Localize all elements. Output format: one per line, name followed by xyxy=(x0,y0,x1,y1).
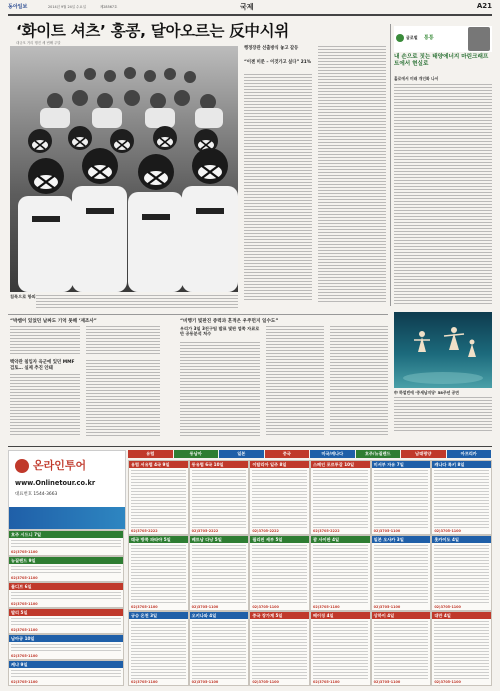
ad-listing-phone: 02)3705-1100 xyxy=(191,679,219,684)
ad-listing-body xyxy=(374,621,429,679)
ad-listing[interactable] xyxy=(249,535,310,610)
ad-listing-title: 태국 방콕 파타야 5일 xyxy=(129,536,188,543)
ad-listing-phone: 02)3705-1100 xyxy=(191,604,219,609)
ad-listing[interactable] xyxy=(8,634,124,660)
ad-listing-title: 몰디브 6일 xyxy=(9,583,123,590)
page-number: A21 xyxy=(476,2,492,10)
ad-listing-phone: 02)3705-1100 xyxy=(434,604,461,609)
ad-listing[interactable] xyxy=(8,608,124,634)
ad-listing-body xyxy=(11,618,121,627)
ad-listing[interactable] xyxy=(8,556,124,582)
ad-listing-body xyxy=(192,621,247,679)
third-headline: “비행기 빛판진 증력과 흔적은 우주먼지 일수도” xyxy=(180,319,279,324)
ad-listing[interactable] xyxy=(249,460,310,535)
ad-listing-phone: 02)3705-1100 xyxy=(11,654,38,658)
travel-brand-strip xyxy=(9,507,125,529)
ad-listing[interactable] xyxy=(431,460,492,535)
second-body-a xyxy=(10,326,80,356)
ad-listing-title: 홋카이도 4일 xyxy=(432,536,491,543)
travel-brand-name: 온라인투어 xyxy=(33,459,87,472)
dance-photo xyxy=(394,312,492,388)
section-name: 국제 xyxy=(240,3,254,11)
main-col2 xyxy=(244,46,312,304)
ad-listing-phone: 02)3705-1100 xyxy=(252,604,279,609)
ad-listing-title: 동유럽 6국 10일 xyxy=(190,461,249,468)
third-body-c xyxy=(330,326,388,436)
column-label: 통통 xyxy=(424,35,434,41)
ad-listing-title: 호주 시드니 7일 xyxy=(9,531,123,538)
column-divider xyxy=(390,24,391,306)
ad-listing-body xyxy=(252,470,307,528)
main-bottom-rule xyxy=(8,314,388,315)
ad-listing[interactable] xyxy=(128,460,189,535)
ads-category-tab[interactable]: 중국 xyxy=(265,450,310,458)
ad-listing[interactable] xyxy=(189,611,250,686)
ad-listing-body xyxy=(313,470,368,528)
ad-listing-body xyxy=(11,670,121,679)
ads-rule xyxy=(8,446,492,447)
dance-photo-caption xyxy=(394,390,492,436)
ad-listing[interactable] xyxy=(431,535,492,610)
ad-listing-body xyxy=(252,545,307,603)
ad-listing[interactable] xyxy=(189,535,250,610)
ad-listing-phone: 02)3705-1100 xyxy=(252,679,279,684)
ad-listing-title: 뉴질랜드 9일 xyxy=(9,557,123,564)
ad-listing-title: 상하이 4일 xyxy=(372,612,431,619)
col2-subtitle: “이젠 미룬 – 이것가고 싶다” 21% xyxy=(244,60,312,65)
third-body-a xyxy=(180,342,260,436)
ad-listing-phone: 02)3705-1100 xyxy=(373,604,401,609)
ads-category-tab[interactable]: 아프리카 xyxy=(447,450,492,458)
ad-listing-title: 케냐 9일 xyxy=(9,661,123,668)
ad-listing-body xyxy=(131,470,186,528)
col2-body xyxy=(244,74,312,302)
ads-category-tab[interactable]: 일본 xyxy=(219,450,264,458)
ad-listing-body xyxy=(434,470,489,528)
ad-listing-phone: 02)3705-1100 xyxy=(373,679,401,684)
ad-listing-body xyxy=(313,545,368,603)
crowd-illustration xyxy=(10,46,238,292)
ad-listing-phone: 02)3705-2222 xyxy=(313,529,340,534)
paper-name: 동아일보 xyxy=(8,4,28,10)
ad-listing-phone: 02)3705-1100 xyxy=(313,679,340,684)
ad-listing-phone: 02)3705-1100 xyxy=(11,680,38,684)
col2-title: 행정장관 선출방식 놓고 갈등 xyxy=(244,46,299,51)
travel-logo-icon xyxy=(15,459,29,473)
ad-listing[interactable] xyxy=(371,460,432,535)
ad-listing-title: 괌 사이판 4일 xyxy=(311,536,370,543)
photo-caption-title: 침묵으로 항의 xyxy=(10,294,36,299)
second-body-d xyxy=(86,360,160,436)
travel-brand xyxy=(8,450,126,530)
main-headline: ‘화이트 셔츠’ 홍콩, 달아오르는 反中시위 xyxy=(16,22,289,40)
ads-left-column xyxy=(8,530,124,686)
ad-listing-body xyxy=(11,540,121,549)
global-column xyxy=(394,26,492,306)
ad-listing[interactable] xyxy=(371,535,432,610)
ad-listing-body xyxy=(434,621,489,679)
second-body-b xyxy=(86,326,160,356)
column-badge xyxy=(396,34,404,42)
ad-listing-title: 필리핀 세부 5일 xyxy=(250,536,309,543)
ad-listing-title: 베이징 4일 xyxy=(311,612,370,619)
ad-listing-body xyxy=(11,566,121,575)
ad-listing[interactable] xyxy=(128,535,189,610)
ad-listing-title: 중국 장가계 5일 xyxy=(250,612,309,619)
ad-listing-phone: 02)3705-1100 xyxy=(11,602,38,606)
ad-listing[interactable] xyxy=(128,611,189,686)
ad-listing[interactable] xyxy=(189,460,250,535)
ad-listing-body xyxy=(11,644,121,653)
photo-caption xyxy=(10,294,238,312)
dancers-illustration xyxy=(403,327,483,384)
ad-listing[interactable] xyxy=(249,611,310,686)
ad-listing-title: 일본 오사카 3일 xyxy=(372,536,431,543)
ads-category-tab[interactable]: 유럽 xyxy=(128,450,173,458)
ads-category-tab[interactable]: 호주/뉴질랜드 xyxy=(356,450,401,458)
column-body xyxy=(394,84,492,304)
column-tag: 글로벌 xyxy=(406,35,418,40)
dance-caption-body xyxy=(394,397,492,433)
issue-date: 2014년 9월 24일 수요일 xyxy=(48,5,86,9)
ad-listing[interactable] xyxy=(431,611,492,686)
ad-listing-phone: 02)3705-2222 xyxy=(131,529,158,534)
third-story xyxy=(180,318,388,438)
ad-listing-phone: 02)3705-1100 xyxy=(11,550,38,554)
ad-listing-title: 오키나와 4일 xyxy=(190,612,249,619)
third-subhead: 우리가 3일 3진구팀 발표 빛판 업쭉 자료로만 공동분석 처수 xyxy=(180,326,260,337)
columnist-portrait xyxy=(468,27,490,51)
ads-grid xyxy=(128,460,492,686)
ad-listing-title: 대만 4일 xyxy=(432,612,491,619)
ad-listing-body xyxy=(313,621,368,679)
ad-listing-title: 베트남 다낭 5일 xyxy=(190,536,249,543)
ad-listing-phone: 02)3705-1100 xyxy=(313,604,340,609)
ad-listing-title: 미서부 자유 7일 xyxy=(372,461,431,468)
second-story xyxy=(10,318,160,438)
ad-listing-phone: 02)3705-1100 xyxy=(131,604,158,609)
ad-listing[interactable] xyxy=(8,660,124,686)
travel-site[interactable]: www.Onlinetour.co.kr xyxy=(15,479,96,487)
ad-listing-body xyxy=(252,621,307,679)
third-body-b xyxy=(266,326,324,436)
second-headline: “박쌤이 있었던 날짜도 기억 못해 ‘재조사” xyxy=(10,319,97,324)
ad-listing-phone: 02)3705-1100 xyxy=(373,529,401,534)
ad-listing[interactable] xyxy=(310,460,371,535)
ad-listing-title: 캐나다 록키 8일 xyxy=(432,461,491,468)
ad-listing-phone: 02)3705-2222 xyxy=(191,529,219,534)
second-subhead: 백악관 침입자 육군에 있던 MMF 검토… 실제 추진 안돼 xyxy=(10,360,75,371)
ad-listing-title: 유럽 서유럽 4국 9일 xyxy=(129,461,188,468)
ad-listing-body xyxy=(11,592,121,601)
photo-caption-text xyxy=(36,295,238,309)
ad-listing-body xyxy=(192,470,247,528)
ad-listing-phone: 02)3705-1100 xyxy=(11,576,38,580)
ads-category-tab[interactable]: 동남아 xyxy=(174,450,219,458)
ad-listing-body xyxy=(131,621,186,679)
issue-number: 제28567호 xyxy=(100,5,118,9)
dance-caption-title: 中 하얼빈에 ‘중세남지당’ 58주년 공연 xyxy=(394,390,459,395)
ads-category-tab[interactable]: 남태평양 xyxy=(401,450,446,458)
ad-listing-title: 발리 5일 xyxy=(9,609,123,616)
ad-listing-phone: 02)3705-1100 xyxy=(11,628,38,632)
ads-category-banner xyxy=(128,450,492,458)
ad-listing[interactable] xyxy=(8,530,124,556)
ad-listing[interactable] xyxy=(310,535,371,610)
main-kicker: 대규모 거리 행진 세 번째 주말 xyxy=(16,41,61,45)
travel-phone: 대표번호 1544-3663 xyxy=(15,492,58,497)
ad-listing-title: 남아공 10일 xyxy=(9,635,123,642)
ad-listing-title: 이탈리아 일주 8일 xyxy=(250,461,309,468)
ad-listing[interactable] xyxy=(8,582,124,608)
column-subline: 홀로에서 미래 개인화 나서 xyxy=(394,76,439,81)
second-body-c xyxy=(10,374,80,436)
column-headline: 내 손으로 짓는 태양에너지 마린크래프트에서 현실로 xyxy=(394,54,489,67)
ads-category-tab[interactable]: 미국/캐나다 xyxy=(310,450,355,458)
masthead-rule xyxy=(8,14,492,16)
ad-listing-phone: 02)3705-1100 xyxy=(131,679,158,684)
ad-listing-body xyxy=(374,545,429,603)
column-photo xyxy=(394,26,492,52)
ad-listing-title: 규슈 온천 3일 xyxy=(129,612,188,619)
ad-listing-phone: 02)3705-1100 xyxy=(434,529,461,534)
ad-listing-body xyxy=(374,470,429,528)
masthead xyxy=(8,3,492,13)
ad-listing-body xyxy=(434,545,489,603)
ad-listing-phone: 02)3705-1100 xyxy=(434,679,461,684)
ad-listing-title: 스페인 포르투갈 10일 xyxy=(311,461,370,468)
ad-listing[interactable] xyxy=(310,611,371,686)
ad-listing-body xyxy=(131,545,186,603)
protest-photo xyxy=(10,46,238,292)
ad-listing-phone: 02)3705-2222 xyxy=(252,529,279,534)
ad-listing[interactable] xyxy=(371,611,432,686)
main-col3 xyxy=(318,46,386,304)
ad-listing-body xyxy=(192,545,247,603)
